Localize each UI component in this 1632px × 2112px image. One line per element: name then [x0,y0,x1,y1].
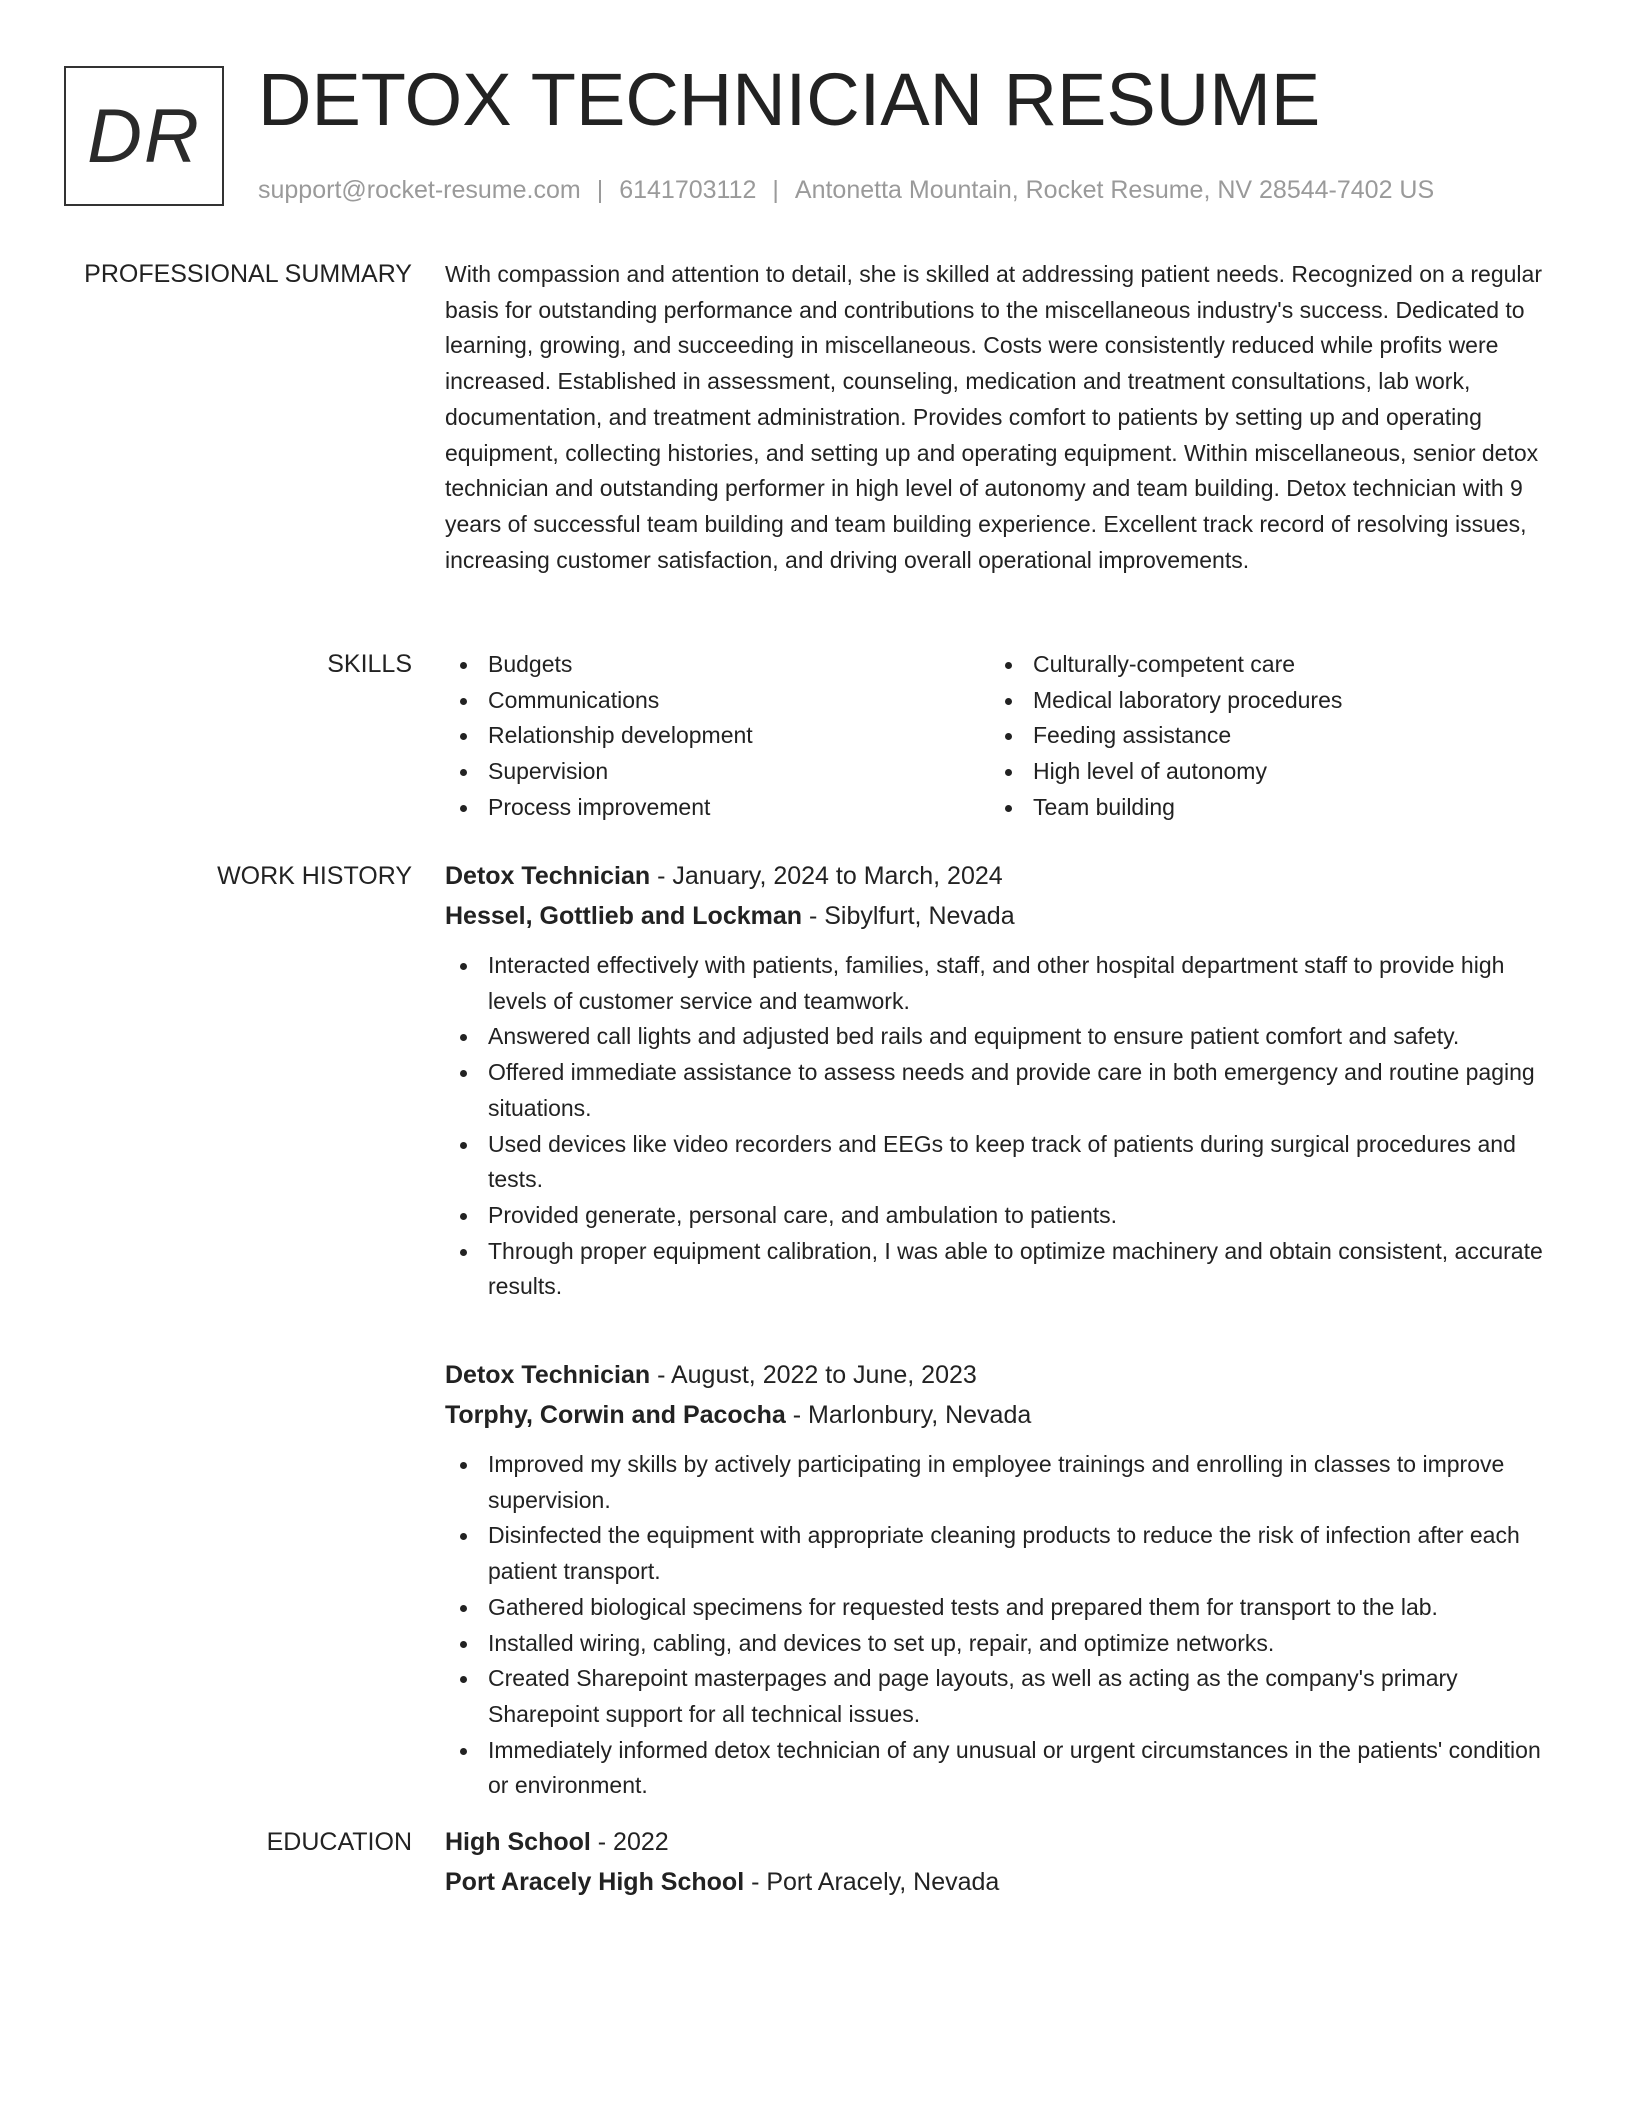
education-location: - Port Aracely, Nevada [744,1868,1000,1896]
job-location: - Marlonbury, Nevada [785,1401,1032,1430]
skills-list-left [445,647,990,826]
duty-item: Answered call lights and adjusted bed rails and equipment to ensure patient comfort and safety. [445,1019,1560,1055]
skills-heading: SKILLS [327,650,412,678]
job-title: Detox Technician [445,1361,651,1390]
duty-item: Installed wiring, cabling, and devices to set up, repair, and optimize networks. [445,1626,1560,1662]
job-entry [445,856,1560,1305]
job-company-line [445,896,1560,936]
job-title: Detox Technician [445,862,651,890]
contact-line [258,174,1434,206]
monogram-badge: DR [64,66,224,206]
duty-item: Interacted effectively with patients, families, staff, and other hospital department staff to provide high levels of customer service and teamwork. [445,948,1560,1019]
skill-item: Culturally-competent care [990,647,1535,683]
contact-separator: | [772,176,779,204]
education-degree: High School [445,1828,591,1856]
job-title-line [445,856,1560,896]
job-entry [445,1355,1560,1804]
job-company: Torphy, Corwin and Pacocha [445,1401,786,1430]
skill-item: Team building [990,790,1535,826]
education-school: Port Aracely High School [445,1868,745,1896]
job-duties [445,1447,1560,1804]
resume-title: DETOX TECHNICIAN RESUME [258,58,1321,141]
skills-list-right [990,647,1535,826]
skill-item: Supervision [445,754,990,790]
education-year: - 2022 [590,1828,669,1856]
contact-email[interactable]: support@rocket-resume.com [258,176,581,204]
duty-item: Provided generate, personal care, and ambulation to patients. [445,1198,1560,1234]
job-location: - Sibylfurt, Nevada [802,902,1015,930]
duty-item: Improved my skills by actively participating in employee trainings and enrolling in classes to improve supervision. [445,1447,1560,1518]
work-history-heading: WORK HISTORY [217,862,412,890]
skills-grid [445,647,1560,826]
duty-item: Through proper equipment calibration, I was able to optimize machinery and obtain consistent, accurate results. [445,1234,1560,1305]
summary-heading: PROFESSIONAL SUMMARY [84,260,412,288]
skill-item: Process improvement [445,790,990,826]
education-degree-line [445,1822,1560,1862]
job-duties [445,948,1560,1305]
job-dates: - January, 2024 to March, 2024 [650,862,1003,890]
skill-item: Budgets [445,647,990,683]
job-company: Hessel, Gottlieb and Lockman [445,902,803,930]
duty-item: Gathered biological specimens for requested tests and prepared them for transport to the lab. [445,1590,1560,1626]
duty-item: Used devices like video recorders and EEGs to keep track of patients during surgical procedures and tests. [445,1127,1560,1198]
job-dates: - August, 2022 to June, 2023 [650,1361,977,1390]
skill-item: Medical laboratory procedures [990,683,1535,719]
duty-item: Immediately informed detox technician of any unusual or urgent circumstances in the patients' condition or environment. [445,1733,1560,1804]
contact-separator: | [596,176,604,204]
skill-item: Relationship development [445,718,990,754]
contact-phone[interactable]: 6141703112 [619,176,757,204]
skill-item: High level of autonomy [990,754,1535,790]
duty-item: Created Sharepoint masterpages and page layouts, as well as acting as the company's primary Sharepoint support for all technical issues. [445,1661,1560,1732]
duty-item: Disinfected the equipment with appropriate cleaning products to reduce the risk of infection after each patient transport. [445,1518,1560,1589]
skill-item: Feeding assistance [990,718,1535,754]
job-company-line [445,1395,1560,1435]
skill-item: Communications [445,683,990,719]
summary-text: With compassion and attention to detail, she is skilled at addressing patient needs. Recognized on a regular basis for outstanding performance and contributions to the miscellaneous industry's success. Dedicated to learning, growing, and succeeding in miscellaneous. Costs were consistently reduced while profits were increased. Established in assessment, counseling, medication and treatment consultations, lab work, documentation, and treatment administration. Provides comfort to patients by setting up and operating equipment, collecting histories, and setting up and operating equipment. Within miscellaneous, senior detox technician and outstanding performer in high level of autonomy and team building. Detox technician with 9 years of successful team building and team building experience. Excellent track record of resolving issues, increasing customer satisfaction, and driving overall operational improvements. [445,261,1542,573]
contact-address: Antonetta Mountain, Rocket Resume, NV 28544-7402 US [794,176,1435,204]
education-heading: EDUCATION [266,1828,412,1856]
job-title-line [445,1355,1560,1395]
education-school-line [445,1862,1560,1902]
duty-item: Offered immediate assistance to assess needs and provide care in both emergency and routine paging situations. [445,1055,1560,1126]
